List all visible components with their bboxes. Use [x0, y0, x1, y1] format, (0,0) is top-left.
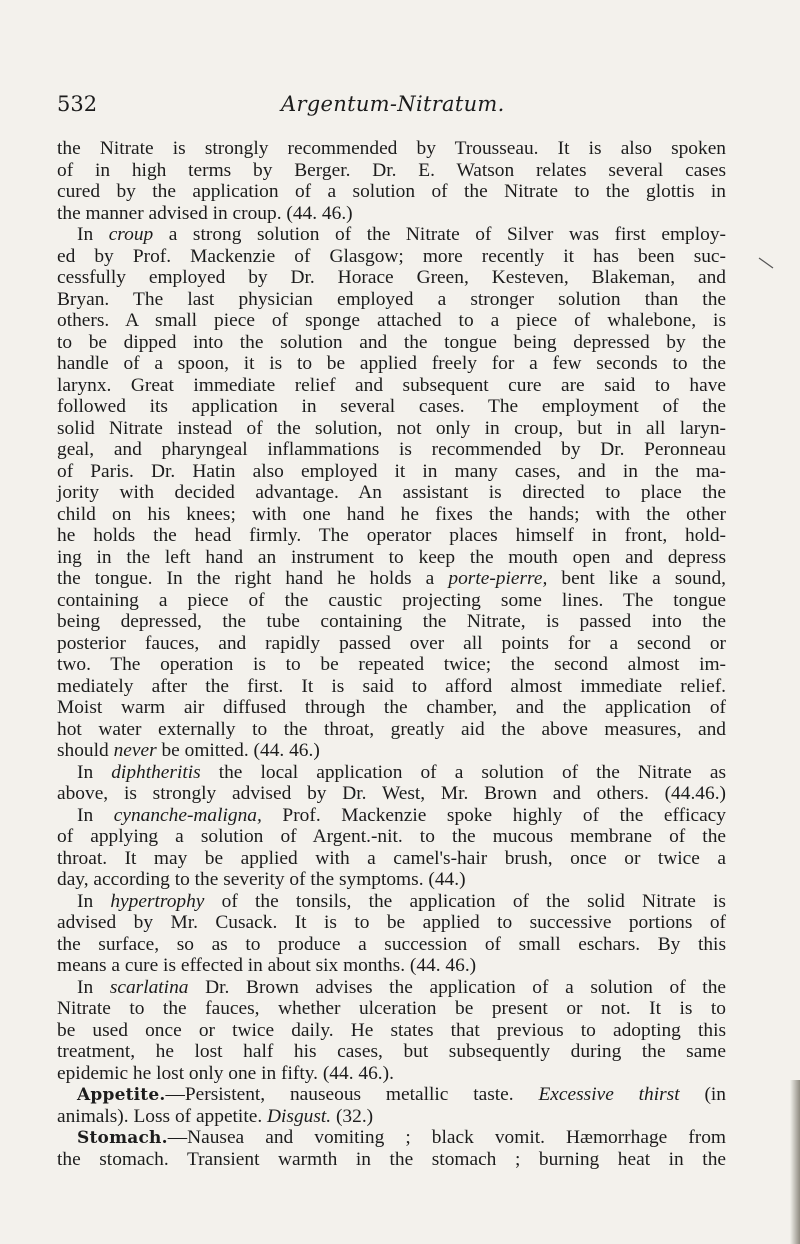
text-run: Nitrate to the fauces, whether ulceration be present or not. It is to	[57, 998, 726, 1019]
paragraph-croup	[57, 224, 726, 246]
page-header	[57, 92, 717, 122]
text-run: throat. It may be applied with a camel's-hair brush, once or twice a	[57, 847, 726, 869]
page-edge-shadow	[790, 1080, 800, 1244]
text-line	[57, 697, 726, 719]
text-line	[57, 289, 726, 311]
text-run: the Nitrate is strongly recommended by Trousseau. It is also spoken	[57, 138, 726, 159]
section-heading-appetite: Appetite.	[77, 1085, 166, 1105]
text-line	[57, 568, 726, 590]
text-run: the tongue. In the right hand he holds a	[57, 568, 449, 589]
text-line	[57, 181, 726, 203]
emphasis: diphtheritis	[111, 761, 201, 783]
section-heading-stomach: Stomach.	[77, 1128, 168, 1148]
text-line	[57, 633, 726, 655]
paragraph-cynanche-maligna	[57, 805, 726, 827]
text-line	[57, 246, 726, 268]
body-text	[57, 138, 726, 1170]
text-line	[57, 869, 726, 891]
text-line	[57, 332, 726, 354]
text-line	[57, 611, 726, 633]
text-run: above, is strongly advised by Dr. West, Mr. Brown and others. (44.46.)	[57, 783, 726, 804]
text-run: ing in the left hand an instrument to keep the mouth open and depress	[57, 546, 726, 568]
text-line	[57, 353, 726, 375]
text-line	[57, 590, 726, 612]
text-line	[57, 912, 726, 934]
paragraph-hypertrophy	[57, 891, 726, 913]
text-line	[57, 783, 726, 805]
text-run: In	[77, 890, 111, 912]
text-run: —Nausea and vomiting ; black vomit. Hæmorrhage from	[167, 1127, 726, 1148]
page-number: 532	[57, 92, 98, 116]
text-line	[57, 826, 726, 848]
text-run: geal, and pharyngeal inflammations is recommended by Dr. Peronneau	[57, 439, 726, 460]
text-run: Bryan. The last physician employed a stronger solution than the	[57, 288, 726, 310]
text-run: be omitted. (44. 46.)	[156, 740, 320, 761]
text-run: hot water externally to the throat, greatly aid the above measures, and	[57, 718, 726, 740]
text-run: (32.)	[331, 1105, 374, 1127]
text-line	[57, 1106, 726, 1128]
text-run: two. The operation is to be repeated twice; the second almost im-	[57, 654, 726, 675]
text-line	[57, 654, 726, 676]
text-run: Moist warm air diffused through the chamber, and the application of	[57, 697, 726, 718]
text-run: means a cure is effected in about six months. (44. 46.)	[57, 955, 477, 976]
text-run: In	[77, 804, 114, 826]
emphasis: porte-pierre,	[448, 568, 548, 589]
text-line	[57, 160, 726, 182]
text-run: followed its application in several cases. The employment of the	[57, 396, 726, 417]
text-run: In	[77, 761, 112, 783]
text-line	[57, 1041, 726, 1063]
text-run: containing a piece of the caustic projecting some lines. The tongue	[57, 589, 726, 611]
emphasis: hypertrophy	[110, 890, 205, 912]
text-line	[57, 676, 726, 698]
text-line	[57, 482, 726, 504]
text-line	[57, 848, 726, 870]
text-line	[57, 439, 726, 461]
text-line	[57, 461, 726, 483]
margin-tick-mark	[757, 257, 775, 269]
text-line	[57, 547, 726, 569]
text-line	[57, 525, 726, 547]
text-run: of applying a solution of Argent.-nit. to the mucous membrane of the	[57, 826, 726, 847]
text-run: to be dipped into the solution and the tongue being depressed by the	[57, 331, 726, 353]
text-run: of in high terms by Berger. Dr. E. Watson relates several cases	[57, 159, 726, 181]
text-run: In	[77, 224, 109, 245]
paragraph-scarlatina	[57, 977, 726, 999]
text-run: of Paris. Dr. Hatin also employed it in many cases, and in the ma-	[57, 460, 726, 482]
text-line	[57, 375, 726, 397]
emphasis: croup	[108, 224, 154, 245]
text-run: posterior fauces, and rapidly passed over all points for a second or	[57, 632, 726, 654]
text-run: the local application of a solution of the Nitrate as	[200, 761, 726, 783]
text-run: of the tonsils, the application of the solid Nitrate is	[204, 890, 726, 912]
text-run: handle of a spoon, it is to be applied freely for a few seconds to the	[57, 353, 726, 374]
text-line	[57, 203, 726, 225]
text-run: a strong solution of the Nitrate of Silver was first employ-	[153, 224, 726, 245]
text-run: the manner advised in croup. (44. 46.)	[57, 202, 353, 224]
text-line	[57, 1063, 726, 1085]
text-line	[57, 998, 726, 1020]
text-run: mediately after the first. It is said to afford almost immediate relief.	[57, 675, 726, 697]
text-run: day, according to the severity of the symptoms. (44.)	[57, 869, 466, 890]
text-run: child on his knees; with one hand he fixes the hands; with the other	[57, 503, 726, 525]
text-run: Dr. Brown advises the application of a solution of the	[188, 976, 726, 998]
text-line	[57, 719, 726, 741]
text-run: be used once or twice daily. He states that previous to adopting this	[57, 1019, 726, 1041]
text-line	[57, 310, 726, 332]
emphasis: Disgust.	[267, 1105, 332, 1127]
emphasis: Excessive thirst	[538, 1084, 680, 1105]
text-run: bent like a sound,	[547, 568, 726, 589]
text-run: (in	[679, 1084, 726, 1105]
text-line	[57, 1020, 726, 1042]
text-line	[57, 934, 726, 956]
text-run: should	[57, 740, 114, 761]
text-line	[57, 955, 726, 977]
text-run: others. A small piece of sponge attached to a piece of whalebone, is	[57, 310, 726, 331]
text-run: larynx. Great immediate relief and subsequent cure are said to have	[57, 374, 726, 396]
text-run: solid Nitrate instead of the solution, not only in croup, but in all laryn-	[57, 417, 726, 439]
text-run: animals). Loss of appetite.	[57, 1105, 268, 1127]
text-run: being depressed, the tube containing the Nitrate, is passed into the	[57, 611, 726, 632]
text-run: jority with decided advantage. An assistant is directed to place the	[57, 482, 726, 503]
text-run: ed by Prof. Mackenzie of Glasgow; more recently it has been suc-	[57, 245, 726, 267]
text-line	[57, 396, 726, 418]
text-run: epidemic he lost only one in fifty. (44. 46.).	[57, 1062, 394, 1084]
text-line	[57, 267, 726, 289]
section-appetite	[57, 1084, 726, 1106]
emphasis: never	[113, 740, 157, 761]
running-title: Argentum-Nitratum.	[281, 92, 505, 116]
text-run: —Persistent, nauseous metallic taste.	[165, 1084, 539, 1105]
text-run: the surface, so as to produce a succession of small eschars. By this	[57, 933, 726, 955]
text-line	[57, 504, 726, 526]
text-run: the stomach. Transient warmth in the stomach ; burning heat in the	[57, 1148, 726, 1170]
text-run: he holds the head firmly. The operator places himself in front, hold-	[57, 525, 726, 546]
text-run: In	[77, 976, 110, 998]
text-line	[57, 418, 726, 440]
text-run: advised by Mr. Cusack. It is to be applied to successive portions of	[57, 912, 726, 933]
text-run: cured by the application of a solution of the Nitrate to the glottis in	[57, 181, 726, 202]
text-line	[57, 138, 726, 160]
emphasis: scarlatina	[109, 976, 189, 998]
text-run: Prof. Mackenzie spoke highly of the efficacy	[261, 804, 726, 826]
text-line	[57, 740, 726, 762]
text-run: treatment, he lost half his cases, but subsequently during the same	[57, 1041, 726, 1062]
paragraph-diphtheritis	[57, 762, 726, 784]
text-run: cessfully employed by Dr. Horace Green, Kesteven, Blakeman, and	[57, 267, 726, 288]
text-line	[57, 1149, 726, 1171]
section-stomach	[57, 1127, 726, 1149]
emphasis: cynanche-maligna,	[113, 804, 262, 826]
